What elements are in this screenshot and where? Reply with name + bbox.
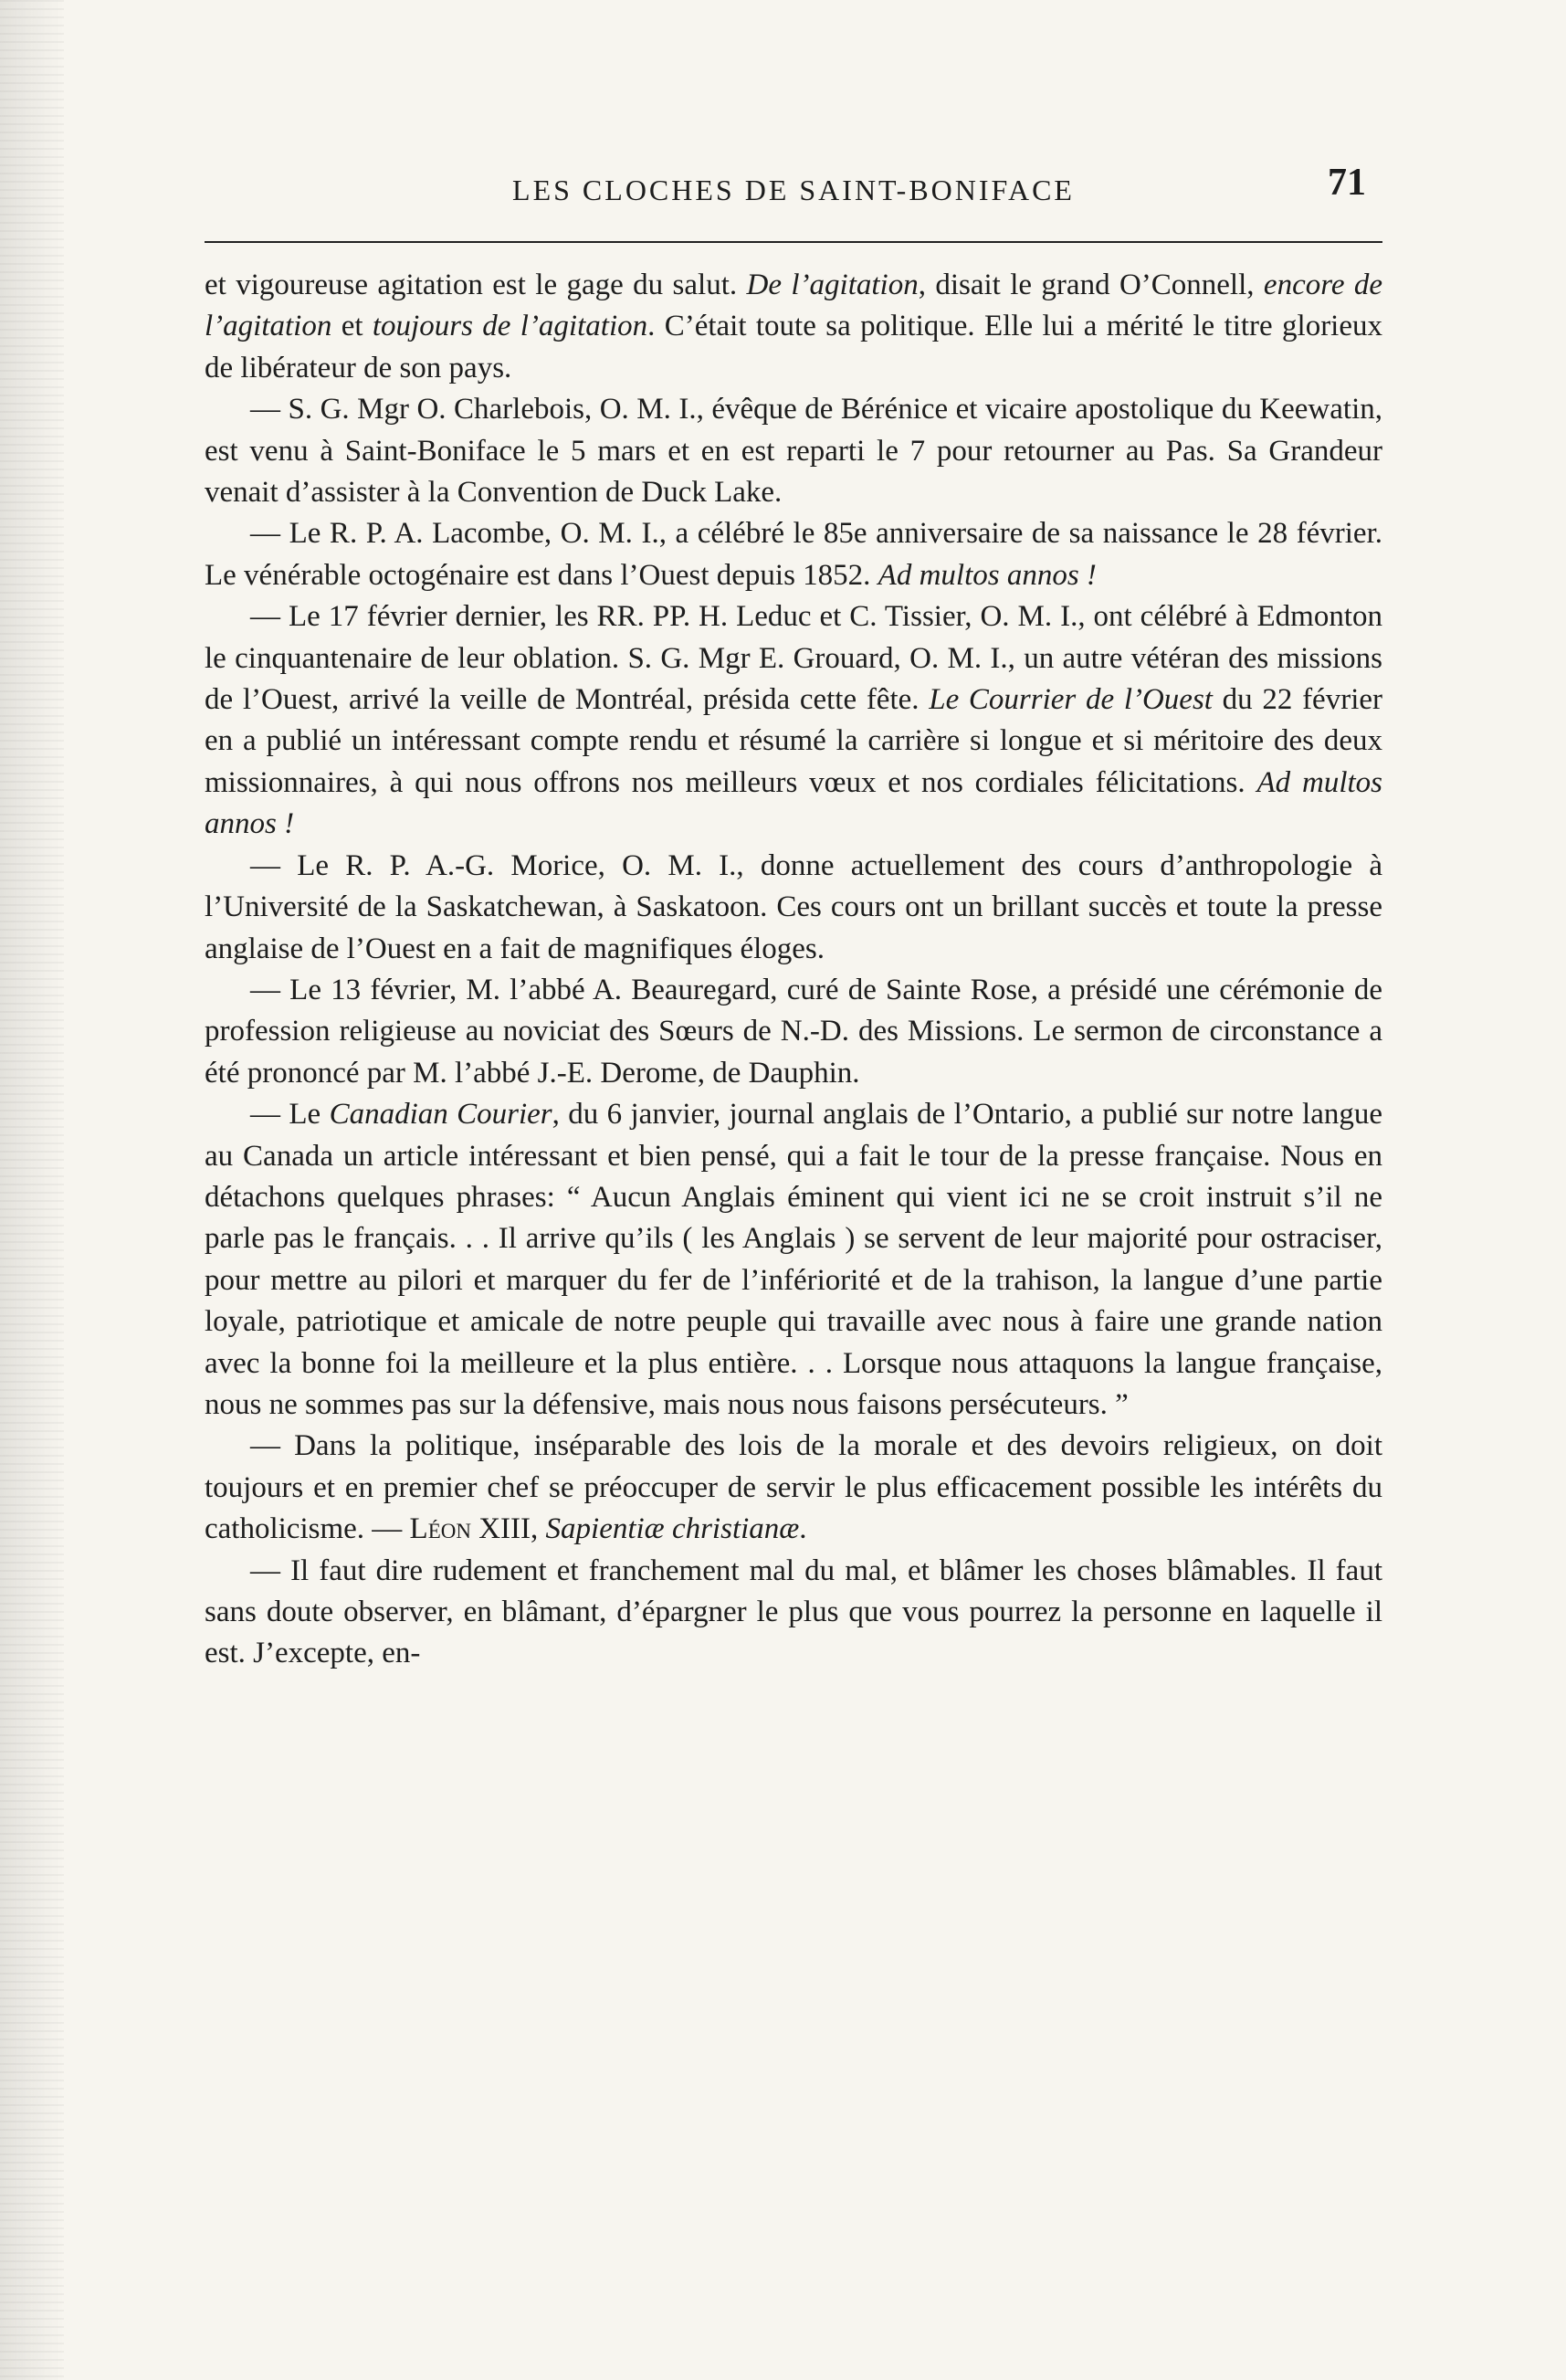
text-run: — S. G. Mgr O. Charlebois, O. M. I., évêque de Bérénice et vicaire apostolique du Keewatin, est venu à Saint-Boniface le 5 mars et en est reparti le 7 pour retourner au Pas. Sa Grandeur venait d’assister à la Convention de Duck Lake. (205, 393, 1382, 510)
italic-run: Le Courrier de l’Ouest (929, 683, 1213, 717)
italic-run: Sapientiæ christianæ (545, 1512, 800, 1546)
text-run: et vigoureuse agitation est le gage du salut. (205, 269, 747, 301)
scan-edge-noise (0, 0, 64, 2380)
paragraph-blamer (205, 1551, 1382, 1675)
italic-run: Ad multos annos ! (878, 558, 1097, 592)
italic-run: toujours de l’agitation (372, 310, 648, 343)
paragraph-beauregard (205, 970, 1382, 1094)
text-run: . (799, 1512, 807, 1546)
text-run: — Le 13 février, M. l’abbé A. Beauregard, curé de Sainte Rose, a présidé une cérémonie de profession religieuse au noviciat des Sœurs de N.-D. des Missions. Le sermon de circonstance a été prononcé par M. l’abbé J.-E. Derome, de Dauphin. (205, 973, 1382, 1090)
text-run: , disait le grand O’Connell, (918, 269, 1264, 301)
italic-run: encore de l’agitation (205, 269, 1383, 343)
text-run: — Le R. P. A. Lacombe, O. M. I., a célébré le 85e anniversaire de sa naissance le 28 février. Le vénérable octogénaire est dans l’Ouest depuis 1852. (205, 517, 1382, 592)
text-run: XIII, (470, 1512, 546, 1546)
italic-run: Ad multos annos ! (205, 765, 1382, 841)
italic-run: Canadian Courier (329, 1098, 552, 1132)
paragraph-morice (205, 846, 1382, 970)
text-run: — Le R. P. A.-G. Morice, O. M. I., donne actuellement des cours d’anthropologie à l’Université de la Saskatchewan, à Saskatoon. Ces cours ont un brillant succès et toute la presse anglaise de l’Ouest en a fait de magnifiques éloges. (205, 848, 1382, 965)
small-caps-run: Léon (409, 1512, 471, 1546)
running-title: LES CLOCHES DE SAINT-BONIFACE (512, 174, 1075, 206)
paragraph-oconnell (205, 265, 1382, 389)
paragraph-charlebois (205, 389, 1382, 513)
text-run: . C’était toute sa politique. Elle lui a mérité le titre glorieux de libérateur de son pays. (205, 310, 1382, 384)
running-head (205, 146, 1382, 210)
text-run: — Dans la politique, inséparable des lois de la morale et des devoirs religieux, on doit toujours et en premier chef se préoccuper de servir le plus efficacement possible les intérêts du catholicisme. — (205, 1429, 1382, 1546)
header-rule (205, 241, 1382, 243)
paragraph-canadian-courier (205, 1094, 1382, 1426)
page-number: 71 (1328, 162, 1366, 204)
text-run: — Le (250, 1098, 330, 1132)
book-page (205, 146, 1383, 1670)
paragraph-leduc-tissier (205, 596, 1382, 845)
text-run: , du 6 janvier, journal anglais de l’Ontario, a publié sur notre langue au Canada un article intéressant et bien pensé, qui a fait le tour de la presse française. Nous en détachons quelques phrases: “ Aucun Anglais éminent qui vient ici ne se croit instruit s’il ne parle pas le français. . . Il arrive qu’ils ( les Anglais ) se servent de leur majorité pour ostraciser, pour mettre au pilori et marquer du fer de l’infériorité et de la trahison, la langue d’une partie loyale, patriotique et amicale de notre peuple qui travaille avec nous à faire une grande nation avec la bonne foi la meilleure et la plus entière. . . Lorsque nous attaquons la langue française, nous ne sommes pas sur la défensive, mais nous nous faisons persécuteurs. ” (205, 1098, 1382, 1421)
text-run: — Il faut dire rudement et franchement mal du mal, et blâmer les choses blâmables. Il faut sans doute observer, en blâmant, d’épargner le plus que vous pourrez la personne en laquelle il est. J’excepte, en- (205, 1553, 1382, 1670)
italic-run: De l’agitation (746, 269, 919, 301)
paragraph-leon-xiii (205, 1426, 1382, 1550)
text-run: et (331, 310, 373, 343)
text-run: du 22 février en a publié un intéressant compte rendu et résumé la carrière si longue et si méritoire des deux missionnaires, à qui nous offrons nos meilleurs vœux et nos cordiales félicitations. (205, 683, 1382, 799)
page-content (205, 265, 1382, 1675)
paragraph-lacombe (205, 513, 1382, 596)
text-run: — Le 17 février dernier, les RR. PP. H. Leduc et C. Tissier, O. M. I., ont célébré à Edmonton le cinquantenaire de leur oblation. S. G. Mgr E. Grouard, O. M. I., un autre vétéran des missions de l’Ouest, arrivé la veille de Montréal, présida cette fête. (205, 600, 1382, 717)
